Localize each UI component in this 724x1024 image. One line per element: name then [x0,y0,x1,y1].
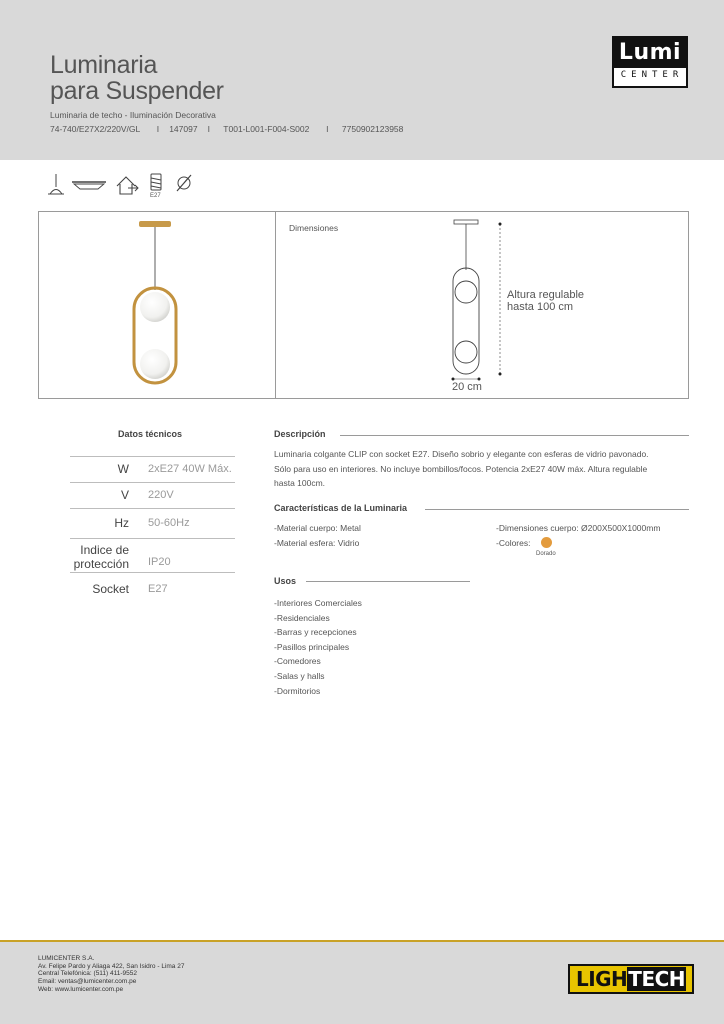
bulb-socket-icon [149,172,163,194]
tech-row-hz [70,508,235,536]
tech-label-ip [74,543,129,571]
use-item: -Interiores Comerciales [274,598,362,608]
tech-row-ip [70,538,235,572]
no-dimmer-icon [174,172,194,194]
tech-row-socket [70,572,235,600]
width-label: 20 cm [452,381,482,393]
dimensions-title: Dimensiones [289,223,339,233]
lightech-logo [568,964,694,994]
pendant-lamp-icon [46,172,66,198]
product-title-line2: para Suspender [50,77,224,105]
feature-colors-label: -Colores: [496,538,531,548]
uses-rule [306,581,470,582]
tech-label-ip-line1: Indice de [80,543,129,557]
company-info [38,955,184,994]
tech-value-v: 220V [148,489,174,501]
lumicenter-logo [612,36,688,88]
tech-label-hz: Hz [114,516,129,530]
tech-value-ip: IP20 [148,556,171,568]
tech-value-hz: 50-60Hz [148,517,190,529]
bulb-type-label: E27 [150,193,161,199]
height-label-line1: Altura regulable [507,289,585,301]
height-label-line2: hasta 100 cm [507,301,574,313]
ceiling-icon [71,172,107,198]
company-phone: Central Telefónica: (511) 411-9552 [38,970,138,978]
description-text [274,447,694,491]
use-item: -Salas y halls [274,671,325,681]
company-web: Web: www.lumicenter.com.pe [38,985,124,993]
product-codes: 74-740/E27X2/220V/GL I 147097 I T001-L001-F004-S002 I 7750902123958 [50,124,404,134]
company-address: Av. Felipe Pardo y Aliaga 422, San Isidro - Lima 27 [38,962,185,970]
use-item: -Comedores [274,656,321,666]
feature-icons [46,172,206,202]
feature-body-dimensions: -Dimensiones cuerpo: Ø200X500X1000mm [496,523,661,533]
tech-row-v [70,482,235,510]
color-swatch-label: Dorado [536,551,556,557]
description-line1: Luminaria colgante CLIP con socket E27. Diseño sobrio y elegante con esferas de vidrio pavonado. [274,449,649,459]
use-item: -Pasillos principales [274,642,350,652]
product-subtitle: Luminaria de techo - Iluminación Decorativa [50,110,216,120]
height-label [507,289,584,313]
use-item: -Dormitorios [274,686,321,696]
company-email: Email: ventas@lumicenter.com.pe [38,978,137,986]
description-line3: hasta 100cm. [274,478,326,488]
logo-bottom-text: CENTER [620,70,684,80]
tech-label-ip-line2: protección [73,557,129,571]
tech-data-title: Datos técnicos [118,429,183,439]
lightech-logo-part1: LIGH [575,967,628,991]
tech-value-socket: E27 [148,583,168,595]
feature-body-material: -Material cuerpo: Metal [274,523,361,533]
feature-sphere-material: -Material esfera: Vidrio [274,538,360,548]
tech-label-socket: Socket [92,582,129,596]
features-title: Características de la Luminaria [274,503,408,513]
tech-label-v: V [120,488,129,502]
product-title [50,52,224,104]
color-swatch-dorado [541,537,552,548]
uses-title: Usos [274,576,297,586]
features-rule [425,509,689,510]
logo-top-text: Lumi [614,38,686,68]
description-rule [340,435,689,436]
lightech-logo-part2: TECH [628,967,686,991]
description-line2: Sólo para uso en interiores. No incluye bombillos/focos. Potencia 2xE27 40W máx. Altura regulable [274,463,648,474]
dimensions-drawing [440,216,510,392]
footer-accent-bar [0,940,724,942]
tech-label-w: W [117,462,129,476]
company-name: LUMICENTER S.A. [38,955,95,962]
description-title: Descripción [274,429,326,439]
product-photo [110,216,200,391]
indoor-house-icon [114,172,140,198]
tech-value-w: 2xE27 40W Máx. [148,463,232,475]
tech-row-w [70,456,235,484]
use-item: -Barras y recepciones [274,627,357,637]
panel-divider [275,212,276,398]
use-item: -Residenciales [274,613,330,623]
product-title-line1: Luminaria [50,51,158,79]
